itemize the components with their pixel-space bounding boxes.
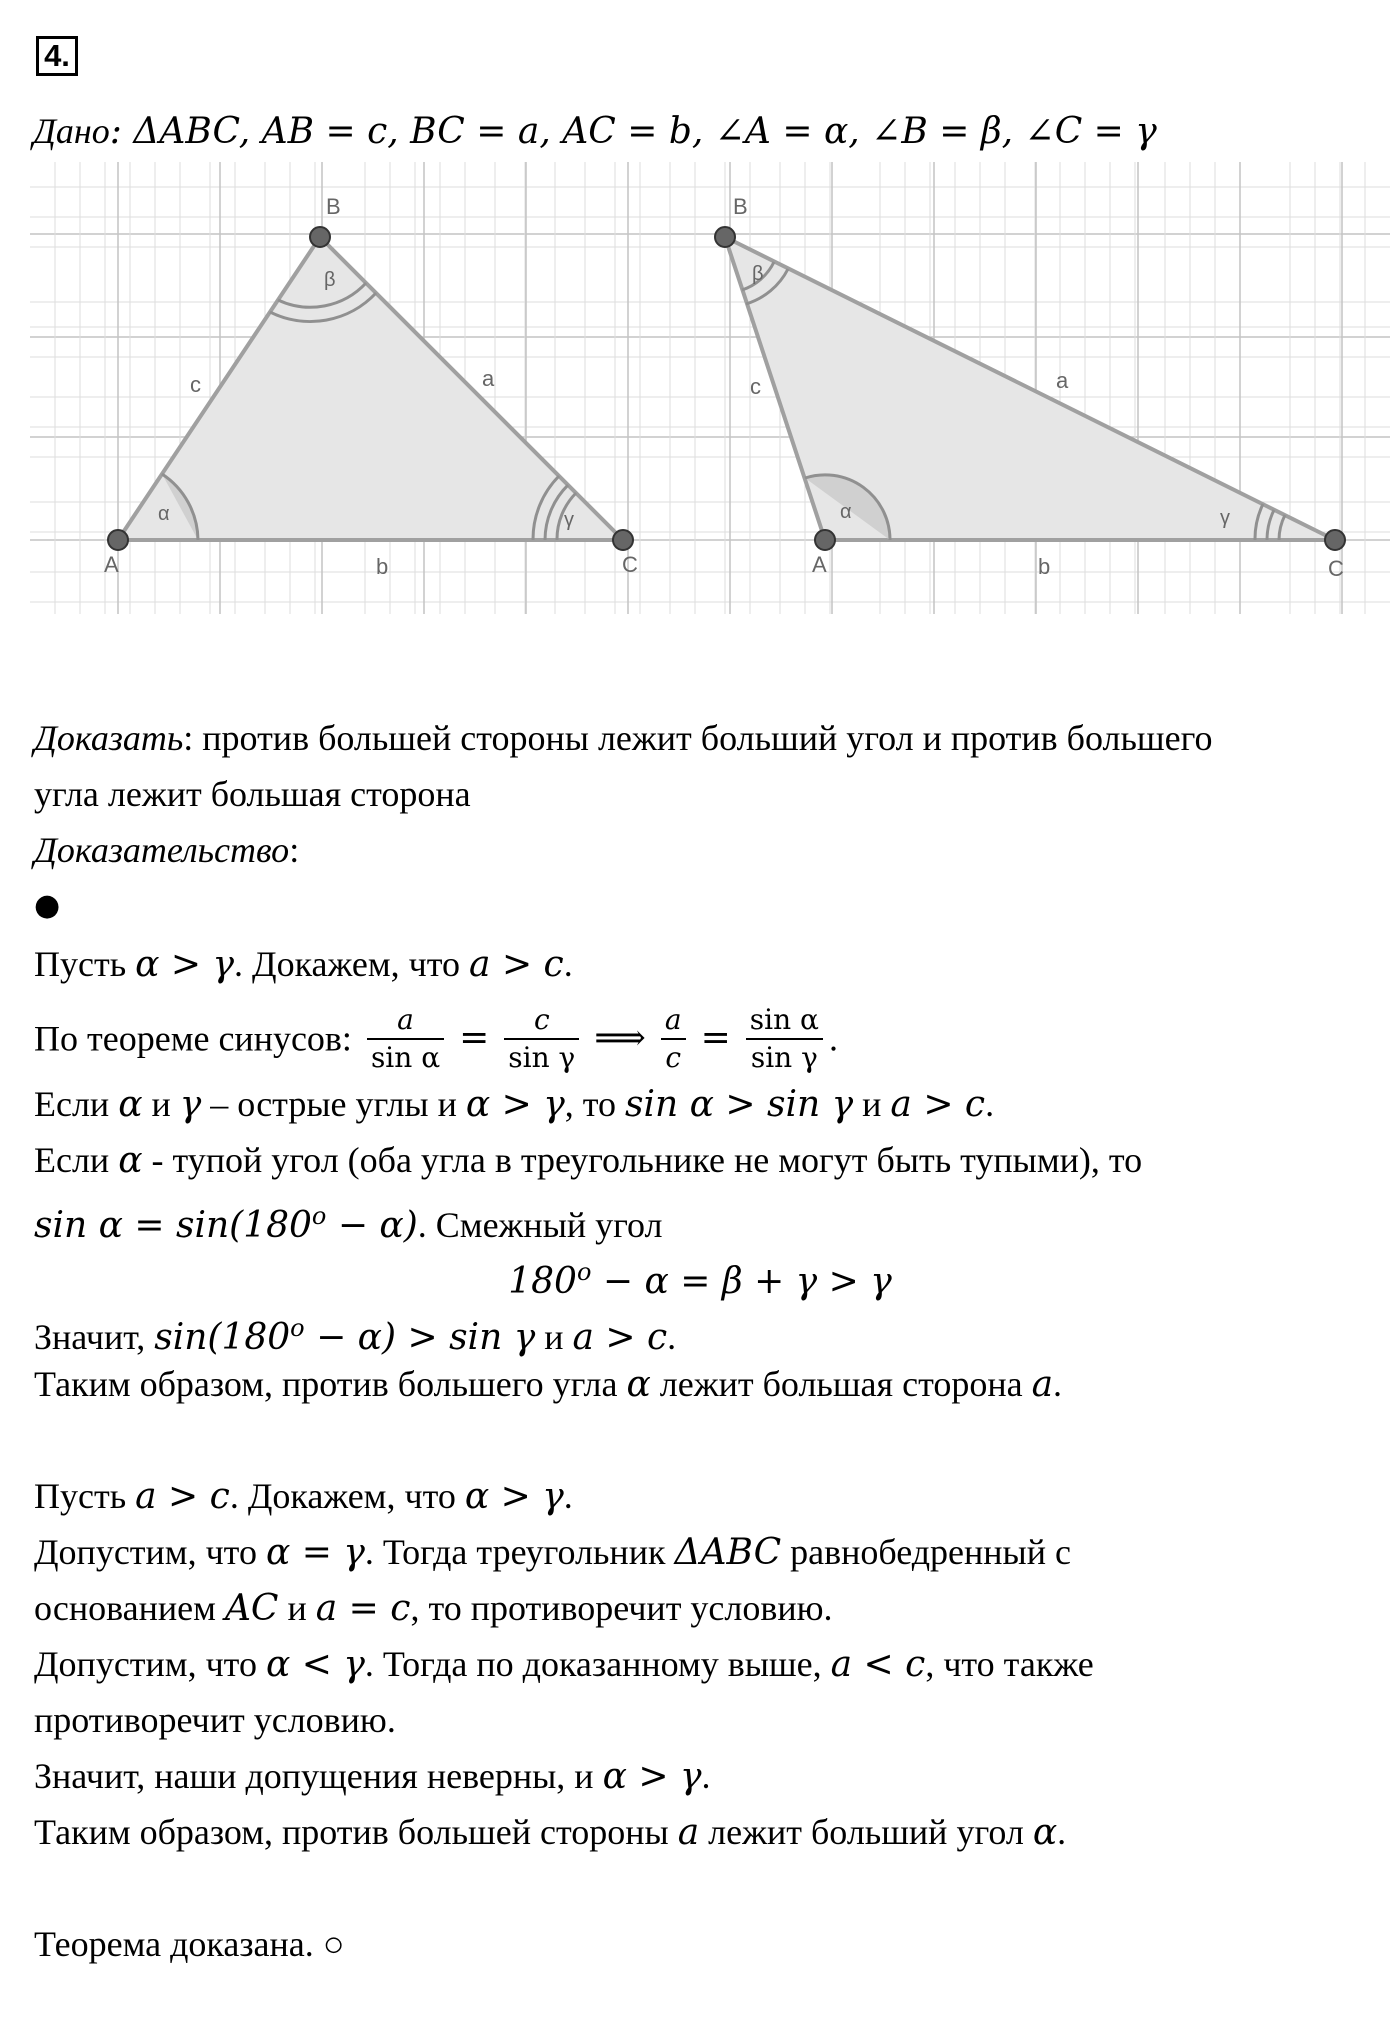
- prove-label: Доказать: [34, 718, 184, 758]
- left-angle-gamma-label: γ: [564, 509, 574, 531]
- right-side-a: a: [1056, 368, 1069, 393]
- left-vertex-a: [108, 530, 128, 550]
- proof-p2-line-1: Пусть a > c. Докажем, что α > γ.: [34, 1476, 573, 1517]
- proof-p1-line-8: Таким образом, против большего угла α лежит большая сторона a.: [34, 1364, 1063, 1405]
- left-side-c: c: [190, 372, 201, 397]
- proof-p2-line-2: Допустим, что α = γ. Тогда треугольник ΔABC равнобедренный с: [34, 1532, 1071, 1573]
- proof-p1-line-7: Значит, $\sin(180^o - \alpha) > \sin \gamma$ и a > c.: [34, 1314, 677, 1358]
- right-label-a: A: [812, 552, 827, 577]
- right-side-c: c: [750, 374, 761, 399]
- right-label-b: B: [733, 194, 748, 219]
- conclusion: Теорема доказана. ○: [34, 1924, 345, 1964]
- proof-bullet: ●: [34, 888, 61, 923]
- given-label: Дано: [33, 111, 110, 151]
- left-label-b: B: [326, 194, 341, 219]
- left-label-a: A: [104, 552, 119, 577]
- proof-colon: :: [289, 830, 300, 870]
- proof-p1-line-1: Пусть α > γ. Докажем, что a > c.: [34, 944, 573, 985]
- fraction-a-c: $\frac{a}{c}$: [661, 1002, 686, 1076]
- right-angle-alpha-label: α: [840, 501, 852, 523]
- proof-p2-line-7: Таким образом, против большей стороны a лежит больший угол α.: [34, 1812, 1067, 1853]
- prove-line-1: [34, 716, 1212, 760]
- proof-p1-line-5: $\sin \alpha = \sin(180^o - \alpha)$. Смежный угол: [34, 1202, 663, 1246]
- right-label-c: C: [1328, 556, 1344, 581]
- prove-line-2: [34, 772, 471, 816]
- proof-p1-line-4: Если α - тупой угол (оба угла в треугольнике не могут быть тупыми), то: [34, 1140, 1143, 1181]
- right-triangle-shape: [725, 237, 1335, 540]
- right-vertex-a: [815, 530, 835, 550]
- problem-number: 4.: [36, 36, 78, 76]
- left-vertex-c: [613, 530, 633, 550]
- left-triangle: [104, 194, 638, 579]
- left-side-a: a: [482, 366, 495, 391]
- right-angle-gamma-label: γ: [1220, 507, 1230, 529]
- given-statement: [33, 110, 1157, 152]
- right-triangle: [715, 194, 1345, 581]
- proof-p2-line-6: Значит, наши допущения неверны, и α > γ.: [34, 1756, 711, 1797]
- proof-p2-line-3: основанием AC и a = c, то противоречит условию.: [34, 1588, 833, 1629]
- proof-p1-line-6: $180^o - \alpha = \beta + \gamma > \gamma$: [508, 1258, 892, 1302]
- proof-p2-line-5: противоречит условию.: [34, 1700, 396, 1740]
- proof-p1-line-3: Если α и γ – острые углы и α > γ, то sin α > sin γ и a > c.: [34, 1084, 995, 1125]
- left-angle-beta-label: β: [324, 269, 336, 291]
- left-side-b: b: [376, 554, 389, 579]
- right-vertex-b: [715, 227, 735, 247]
- fraction-a-sin-alpha: $\frac{a}{\text{sin α}}$: [367, 1002, 444, 1076]
- fraction-sin-alpha-sin-gamma: $\frac{\text{sin α}}{\text{sin γ}}$: [746, 1002, 823, 1076]
- proof-label: Доказательство: [34, 830, 290, 870]
- triangles-figure: [30, 162, 1390, 614]
- left-angle-alpha-label: α: [158, 503, 170, 525]
- left-vertex-b: [310, 227, 330, 247]
- given-text: : ΔABC, AB = c, BC = a, AC = b, ∠A = α, ∠B = β, ∠C = γ: [109, 111, 1157, 152]
- proof-p1-line-2: По теореме синусов: $\frac{a}{\text{sin α}}$ = $\frac{c}{\text{sin γ}}$ ⟹ $\frac{a}{c}$ = $\frac{\text{sin α}}{\text{sin γ}}$ .: [34, 1002, 838, 1074]
- right-side-b: b: [1038, 554, 1051, 579]
- proof-label-line: [34, 828, 299, 872]
- proof-p2-line-4: Допустим, что α < γ. Тогда по доказанному выше, a < c, что также: [34, 1644, 1094, 1685]
- left-label-c: C: [622, 552, 638, 577]
- fraction-c-sin-gamma: $\frac{c}{\text{sin γ}}$: [504, 1002, 579, 1076]
- right-angle-beta-label: β: [752, 263, 764, 285]
- prove-text-2: угла лежит большая сторона: [34, 774, 471, 814]
- prove-text: : против большей стороны лежит больший угол и против большего: [183, 718, 1213, 758]
- right-vertex-c: [1325, 530, 1345, 550]
